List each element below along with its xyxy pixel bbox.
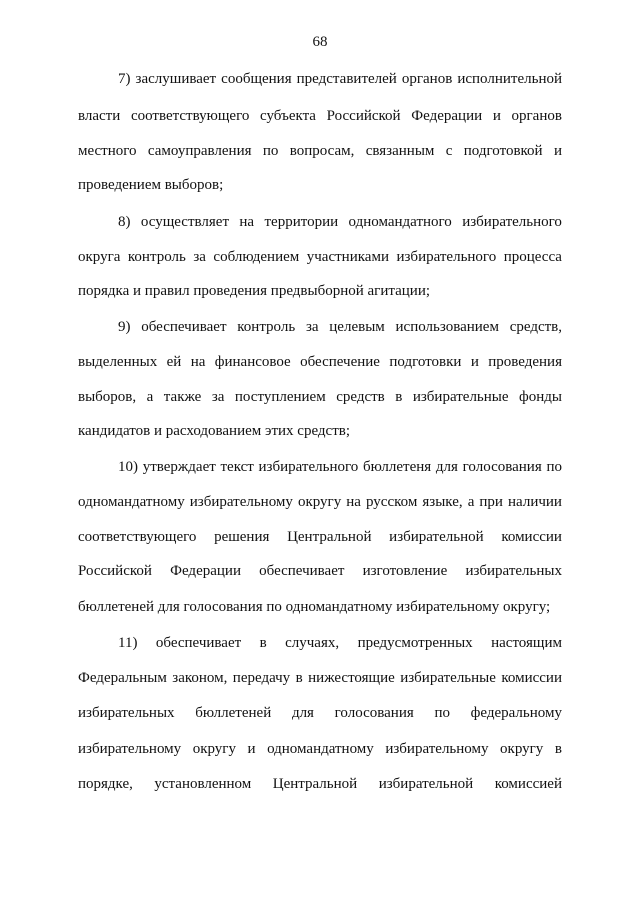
word: комиссии xyxy=(501,670,562,686)
word: 9) xyxy=(118,319,131,335)
word: передачу xyxy=(232,670,291,686)
word: 7) xyxy=(118,71,131,87)
word: органов xyxy=(401,71,453,87)
word: исполнительной xyxy=(457,71,562,87)
word: избирательные xyxy=(400,670,496,686)
text-line: кандидатов и расходованием этих средств; xyxy=(78,423,350,439)
word: порядке, xyxy=(78,776,133,792)
text-line xyxy=(78,562,562,580)
word: избирательной xyxy=(389,529,484,545)
word: соблюдением xyxy=(213,249,300,265)
text-line xyxy=(78,107,562,125)
word: за xyxy=(211,389,225,405)
word: а xyxy=(467,494,475,510)
word: голосования xyxy=(462,459,542,475)
word: голосования xyxy=(334,705,414,721)
text-line xyxy=(118,458,562,476)
word: при xyxy=(479,494,503,510)
text-line xyxy=(78,493,562,511)
word: Российской xyxy=(326,108,401,124)
text-line xyxy=(118,318,562,336)
word: Федеральным xyxy=(78,670,167,686)
text-line: порядка и правил проведения предвыборной агитации; xyxy=(78,283,431,299)
text-line xyxy=(78,248,562,266)
word: избирательных xyxy=(78,705,175,721)
word: наличии xyxy=(508,494,562,510)
word: избирательного xyxy=(462,214,562,230)
word: соответствующего xyxy=(130,108,250,124)
word: избирательному xyxy=(78,741,182,757)
word: на xyxy=(190,354,206,370)
word: и xyxy=(470,354,479,370)
word: поступлением xyxy=(234,389,326,405)
word: и xyxy=(247,741,256,757)
word: в xyxy=(554,741,562,757)
word: одномандатному xyxy=(78,494,185,510)
word: представителей xyxy=(296,71,397,87)
word: обеспечивает xyxy=(141,319,227,335)
word: округу xyxy=(297,494,342,510)
word: с xyxy=(445,143,453,159)
word: 8) xyxy=(118,214,131,230)
word: подготовки xyxy=(389,354,462,370)
word: выборов, xyxy=(78,389,137,405)
word: избирательных xyxy=(465,563,562,579)
word: Федерации xyxy=(170,563,241,579)
word: фонды xyxy=(519,389,562,405)
word: средств, xyxy=(509,319,562,335)
word: осуществляет xyxy=(140,214,230,230)
word: избирательному xyxy=(385,741,489,757)
word: органов xyxy=(511,108,562,124)
page-number: 68 xyxy=(312,34,328,50)
word: участниками xyxy=(306,249,389,265)
text-line xyxy=(78,142,562,160)
word: и xyxy=(553,143,562,159)
word: ей xyxy=(166,354,182,370)
word: нижестоящие xyxy=(308,670,395,686)
text-line: бюллетеней для голосования по одномандатному избирательному округу; xyxy=(78,599,551,615)
word: обеспечивает xyxy=(259,563,345,579)
text-line xyxy=(118,213,562,231)
word: округу xyxy=(192,741,236,757)
word: избирательной xyxy=(378,776,474,792)
word: контроль xyxy=(237,319,296,335)
word: обеспечение xyxy=(300,354,380,370)
word: а xyxy=(146,389,154,405)
word: сообщения xyxy=(221,71,292,87)
word: одномандатному xyxy=(267,741,374,757)
word: в xyxy=(295,670,303,686)
word: вопросам, xyxy=(289,143,355,159)
text-line xyxy=(78,775,562,793)
word: за xyxy=(305,319,319,335)
word: по xyxy=(546,459,562,475)
word: финансовое xyxy=(214,354,291,370)
word: для xyxy=(291,705,314,721)
word: избирательные xyxy=(412,389,509,405)
word: случаях, xyxy=(285,635,340,651)
word: соответствующего xyxy=(78,529,197,545)
word: избирательному xyxy=(189,494,293,510)
word: на xyxy=(346,494,361,510)
word: округу xyxy=(500,741,544,757)
word: 10) xyxy=(118,459,138,475)
text-line xyxy=(78,669,562,687)
word: настоящим xyxy=(491,635,562,651)
word: 11) xyxy=(118,635,138,651)
word: территории xyxy=(264,214,339,230)
word: целевым xyxy=(329,319,385,335)
word: законом, xyxy=(172,670,228,686)
word: по xyxy=(262,143,279,159)
word: Центральной xyxy=(287,529,372,545)
word: процесса xyxy=(503,249,562,265)
word: комиссии xyxy=(501,529,562,545)
word: контроль xyxy=(127,249,186,265)
text-line xyxy=(118,634,562,652)
word: также xyxy=(163,389,202,405)
word: на xyxy=(239,214,255,230)
text-line xyxy=(78,388,562,406)
word: бюллетеня xyxy=(362,459,432,475)
word: проведения xyxy=(488,354,562,370)
text-line: проведением выборов; xyxy=(78,177,224,193)
word: в xyxy=(259,635,267,651)
word: самоуправления xyxy=(147,143,252,159)
word: установленном xyxy=(154,776,252,792)
word: выделенных xyxy=(78,354,158,370)
word: Центральной xyxy=(272,776,358,792)
word: субъекта xyxy=(260,108,316,124)
word: комиссией xyxy=(494,776,562,792)
word: местного xyxy=(78,143,137,159)
word: федеральному xyxy=(470,705,562,721)
word: русском xyxy=(366,494,418,510)
word: обеспечивает xyxy=(155,635,242,651)
word: средств xyxy=(336,389,385,405)
word: власти xyxy=(78,108,121,124)
text-line xyxy=(78,528,562,546)
word: одномандатного xyxy=(348,214,452,230)
word: решения xyxy=(214,529,270,545)
word: языке, xyxy=(422,494,463,510)
word: и xyxy=(492,108,501,124)
word: утверждает xyxy=(142,459,216,475)
text-line xyxy=(78,740,562,758)
word: изготовление xyxy=(362,563,448,579)
word: для xyxy=(435,459,458,475)
word: избирательного xyxy=(396,249,497,265)
word: в xyxy=(395,389,403,405)
word: за xyxy=(193,249,206,265)
text-line xyxy=(78,353,562,371)
word: подготовкой xyxy=(463,143,543,159)
word: бюллетеней xyxy=(195,705,272,721)
text-line xyxy=(118,70,562,88)
word: избирательного xyxy=(258,459,359,475)
text-line xyxy=(78,704,562,722)
word: связанным xyxy=(365,143,435,159)
word: текст xyxy=(220,459,254,475)
word: по xyxy=(434,705,450,721)
word: Федерации xyxy=(411,108,483,124)
word: округа xyxy=(78,249,121,265)
word: заслушивает xyxy=(135,71,217,87)
word: использованием xyxy=(395,319,499,335)
word: Российской xyxy=(78,563,152,579)
word: предусмотренных xyxy=(357,635,473,651)
